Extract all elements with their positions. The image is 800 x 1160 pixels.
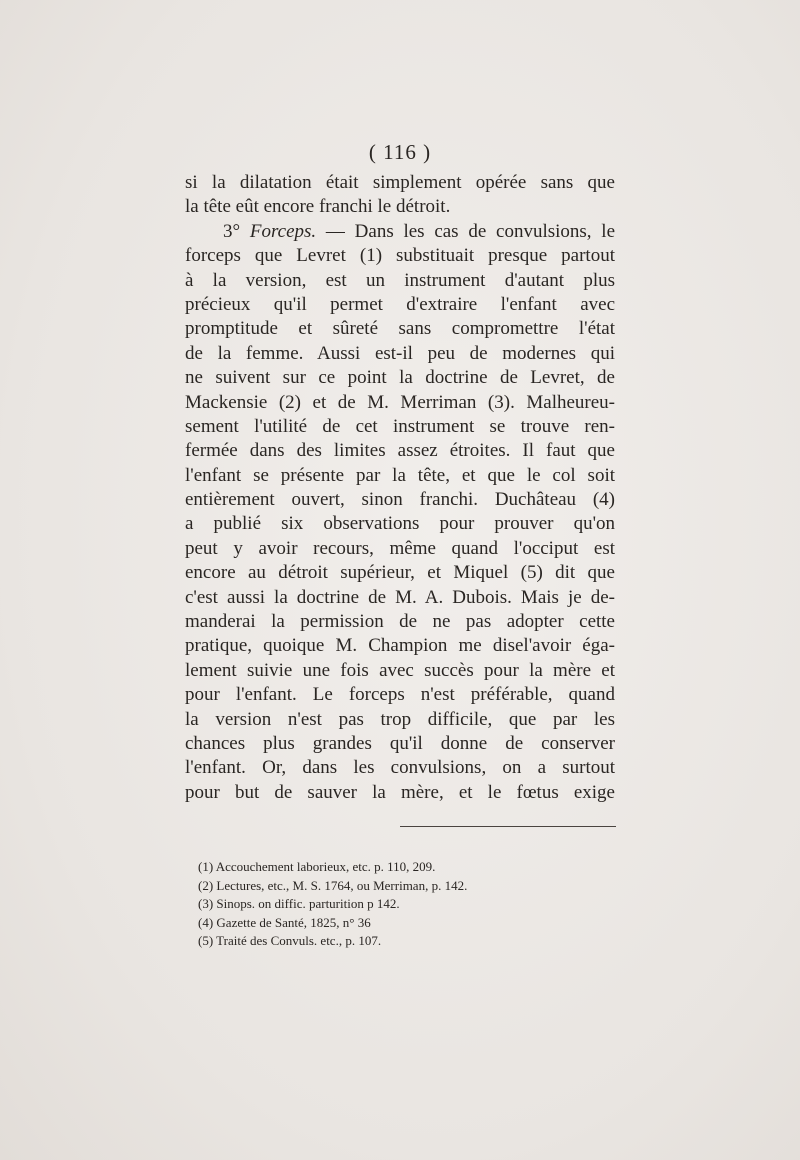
text-line: a publié six observations pour prouver qu'on <box>185 513 615 535</box>
text-line: manderai la permission de ne pas adopter cette <box>185 611 615 633</box>
text-line: si la dilatation était simplement opérée sans que <box>185 172 615 193</box>
section-heading: Forceps. <box>249 220 317 242</box>
body-text <box>185 171 615 805</box>
text-line: pour l'enfant. Le forceps n'est préférable, quand <box>185 684 615 706</box>
text-line: l'enfant. Or, dans les convulsions, on a surtout <box>185 757 615 779</box>
footnote: (3) Sinops. on diffic. parturition p 142. <box>198 896 400 912</box>
footnote: (5) Traité des Convuls. etc., p. 107. <box>198 933 382 949</box>
text-line: lement suivie une fois avec succès pour la mère et <box>185 659 615 681</box>
text-line: chances plus grandes qu'il donne de conserver <box>185 732 615 754</box>
footnote: (1) Accouchement laborieux, etc. p. 110, 209. <box>198 859 436 874</box>
text-line: fermée dans des limites assez étroites. Il faut que <box>185 440 615 462</box>
text-line: précieux qu'il permet d'extraire l'enfant avec <box>185 293 615 315</box>
text-line: Mackensie (2) et de M. Merriman (3). Malheureu- <box>185 391 615 413</box>
text-line: l'enfant se présente par la tête, et que le col soit <box>185 464 615 486</box>
text-line: pour but de sauver la mère, et le fœtus exige <box>185 781 615 803</box>
text-line: de la femme. Aussi est-il peu de modernes qui <box>185 342 615 364</box>
section-number: 3° <box>223 220 250 242</box>
footnote: (4) Gazette de Santé, 1825, n° 36 <box>198 914 371 930</box>
text-line: promptitude et sûreté sans compromettre l'état <box>185 318 615 340</box>
text-line: à la version, est un instrument d'autant plus <box>185 269 615 291</box>
text-line: la tête eût encore franchi le détroit. <box>185 196 451 218</box>
text-fragment: — Dans les cas de convulsions, le <box>316 220 615 242</box>
footnote-divider <box>400 826 616 827</box>
text-line <box>185 220 615 244</box>
text-line: sement l'utilité de cet instrument se trouve ren- <box>185 415 615 437</box>
text-line: ne suivent sur ce point la doctrine de Levret, de <box>185 367 615 389</box>
text-line: pratique, quoique M. Champion me disel'avoir éga- <box>185 635 615 657</box>
footnotes <box>198 858 578 951</box>
text-line: encore au détroit supérieur, et Miquel (5) dit que <box>185 562 615 584</box>
text-line: entièrement ouvert, sinon franchi. Duchâteau (4) <box>185 489 615 511</box>
text-line: la version n'est pas trop difficile, que par les <box>185 708 615 730</box>
text-line: c'est aussi la doctrine de M. A. Dubois. Mais je de- <box>185 586 615 608</box>
footnote: (2) Lectures, etc., M. S. 1764, ou Merriman, p. 142. <box>198 877 468 893</box>
text-line: forceps que Levret (1) substituait presque partout <box>185 245 615 267</box>
text-line: peut y avoir recours, même quand l'occiput est <box>185 537 615 559</box>
page-number: ( 116 ) <box>368 140 432 164</box>
